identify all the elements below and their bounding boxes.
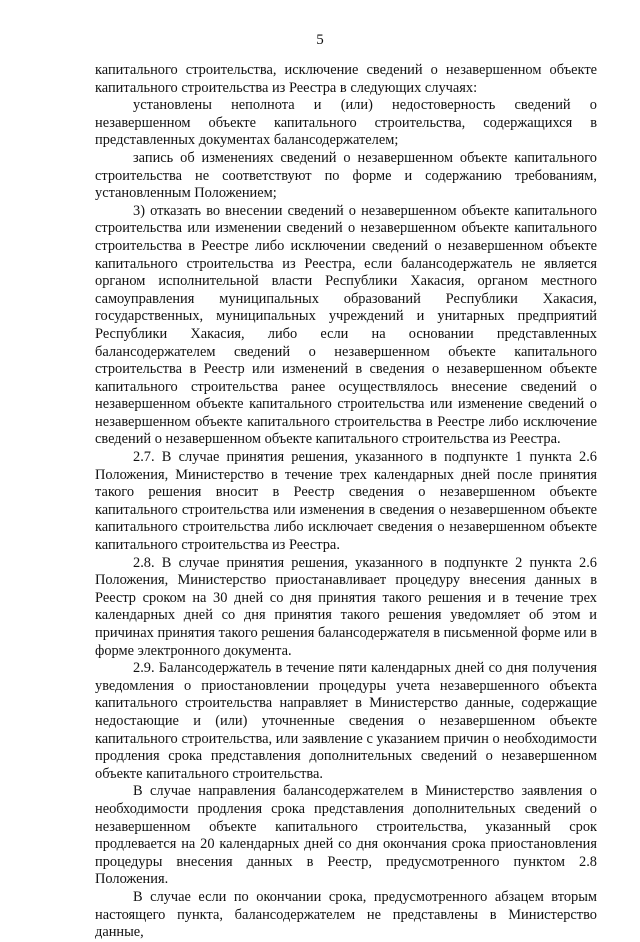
paragraph-2-7: 2.7. В случае принятия решения, указанного в подпункте 1 пункта 2.6 Положения, Министерство в течение трех календарных дней после принятия такого решения вносит в Реестр сведения о незавершенном объекте капитального строительства или изменения в сведения о незавершенном объекте капитального строительства либо исключает сведения о незавершенном объекте капитального строительства из Реестра. [95, 449, 597, 554]
paragraph-failure-to-submit: В случае если по окончании срока, предусмотренного абзацем вторым настоящего пункта, балансодержателем не представлены в Министерство данные, [95, 888, 597, 941]
document-body [95, 62, 597, 942]
paragraph-2-9: 2.9. Балансодержатель в течение пяти календарных дней со дня получения уведомления о приостановлении процедуры учета незавершенного объекта капитального строительства направляет в Министерство данные, содержащие недостающие и (или) уточненные сведения о незавершенном объекте капитального строительства, или заявление с указанием причин о необходимости продления срока представления дополнительных сведений о незавершенном объекте капитального строительства. [95, 660, 597, 782]
paragraph-refusal-item-3: 3) отказать во внесении сведений о незавершенном объекте капитального строительства или изменении сведений о незавершенном объекте капитального строительства в Реестре либо исключении сведений о незавершенном объекте капитального строительства из Реестра, если балансодержатель не является органом исполнительной власти Республики Хакасия, органом местного самоуправления муниципальных образований Республики Хакасия, государственных, муниципальных учреждений и унитарных предприятий Республики Хакасия, либо если на основании представленных балансодержателем сведений о незавершенном объекте капитального строительства в Реестр или изменений в сведения о незавершенном объекте капитального строительства ранее осуществлялось внесение сведений о незавершенном объекте капитального строительства или изменение сведений о незавершенном объекте капитального строительства в Реестре либо исключение сведений о незавершенном объекте капитального строительства из Реестра. [95, 202, 597, 448]
paragraph-extension-request: В случае направления балансодержателем в Министерство заявления о необходимости продления срока представления дополнительных сведений о незавершенном объекте капитального строительства, указанный срок продлевается на 20 календарных дней со дня окончания срока приостановления процедуры внесения данных в Реестр, предусмотренного пунктом 2.8 Положения. [95, 783, 597, 888]
paragraph-2-8: 2.8. В случае принятия решения, указанного в подпункте 2 пункта 2.6 Положения, Министерство приостанавливает процедуру внесения данных в Реестр сроком на 30 дней со дня принятия такого решения и в течение трех календарных дней со дня принятия такого решения уведомляет об этом и причинах принятия такого решения балансодержателя в письменной форме или в форме электронного документа. [95, 554, 597, 659]
paragraph-continuation: капитального строительства, исключение сведений о незавершенном объекте капитального строительства из Реестра в следующих случаях: [95, 62, 597, 96]
paragraph-incompleteness-case: установлены неполнота и (или) недостоверность сведений о незавершенном объекте капитального строительства, содержащихся в представленных документах балансодержателем; [95, 97, 597, 149]
page-number: 5 [316, 32, 324, 48]
paragraph-form-mismatch-case: запись об изменениях сведений о незавершенном объекте капитального строительства не соответствуют по форме и содержанию требованиям, установленным Положением; [95, 149, 597, 202]
